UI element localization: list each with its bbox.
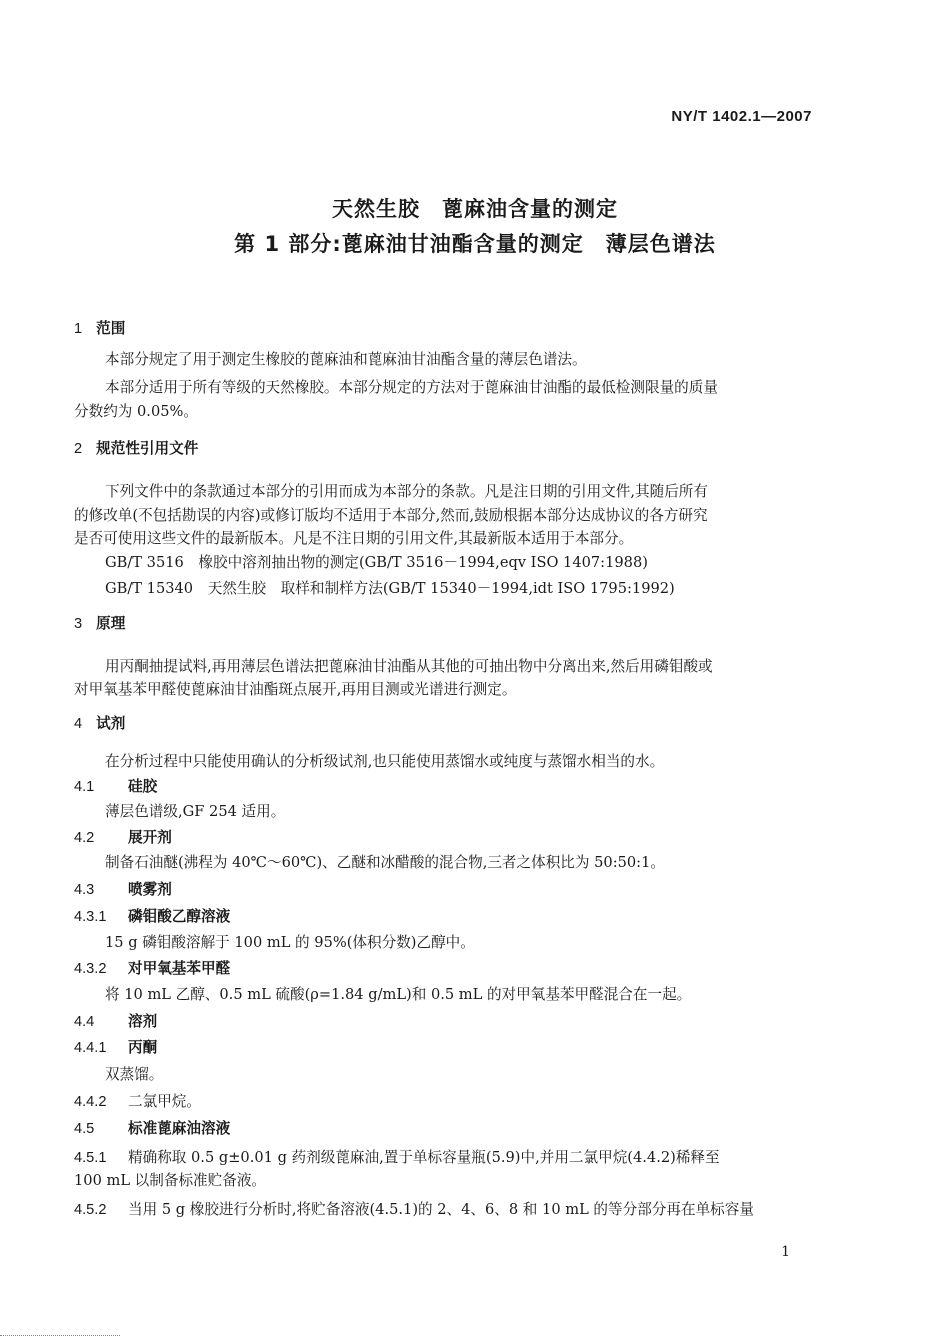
section-number: 4 [74, 716, 83, 732]
section-4-heading [74, 713, 125, 735]
document-title-main: 天然生胶 蓖麻油含量的测定 [332, 197, 618, 221]
paragraph: 在分析过程中只能使用确认的分析级试剂,也只能使用蒸馏水或纯度与蒸馏水相当的水。 [105, 753, 665, 770]
subsection-number: 4.5.2 [74, 1202, 107, 1218]
subsection-number: 4.3.1 [74, 909, 107, 925]
subsection-label: 磷钼酸乙醇溶液 [128, 908, 231, 925]
subsection-4-4-2 [74, 1091, 201, 1113]
reference-item: GB/T 3516 橡胶中溶剂抽出物的测定(GB/T 3516－1994,eqv ISO 1407:1988) [105, 554, 648, 571]
paragraph: 本部分适用于所有等级的天然橡胶。本部分规定的方法对于蓖麻油甘油酯的最低检测限量的质量 [105, 379, 718, 396]
subsection-4-3-2 [74, 958, 230, 980]
paragraph: 下列文件中的条款通过本部分的引用而成为本部分的条款。凡是注日期的引用文件,其随后所有 [105, 483, 708, 500]
subsection-label: 标准蓖麻油溶液 [128, 1120, 231, 1137]
subsection-4-1 [74, 776, 157, 798]
subsection-text: 当用 5 g 橡胶进行分析时,将贮备溶液(4.5.1)的 2、4、6、8 和 10 mL 的等分部分再在单标容量 [128, 1201, 754, 1218]
paragraph-continued: 100 mL 以制备标准贮备液。 [74, 1172, 267, 1189]
paragraph: 双蒸馏。 [105, 1066, 164, 1083]
section-label: 范围 [96, 320, 126, 337]
section-number: 2 [74, 441, 83, 457]
paragraph-continued: 对甲氧基苯甲醛使蓖麻油甘油酯斑点展开,再用目测或光谱进行测定。 [74, 681, 517, 698]
subsection-label: 硅胶 [128, 778, 158, 795]
subsection-number: 4.4.2 [74, 1094, 107, 1110]
subsection-label: 对甲氧基苯甲醛 [128, 960, 231, 977]
paragraph: 15 g 磷钼酸溶解于 100 mL 的 95%(体积分数)乙醇中。 [105, 934, 475, 951]
section-1-heading [74, 318, 125, 340]
section-2-heading [74, 438, 198, 460]
subsection-number: 4.2 [74, 830, 95, 846]
subsection-4-5 [74, 1118, 230, 1140]
paragraph: 薄层色谱级,GF 254 适用。 [105, 803, 286, 820]
section-label: 原理 [96, 615, 126, 632]
subsection-4-3-1 [74, 906, 230, 928]
subsection-4-3 [74, 879, 172, 901]
subsection-label: 喷雾剂 [128, 881, 172, 898]
subsection-4-5-1 [74, 1147, 720, 1169]
section-3-heading [74, 613, 125, 635]
paragraph-continued: 的修改单(不包括勘误的内容)或修订版均不适用于本部分,然而,鼓励根据本部分达成协议的各方研究 [74, 507, 708, 524]
subsection-label: 溶剂 [128, 1013, 158, 1030]
subsection-4-4 [74, 1011, 157, 1033]
subsection-4-5-2 [74, 1199, 754, 1221]
section-label: 规范性引用文件 [96, 440, 199, 457]
subsection-number: 4.4.1 [74, 1040, 107, 1056]
subsection-number: 4.4 [74, 1014, 95, 1030]
scan-artifact-line [0, 1335, 120, 1336]
document-title-sub: 第 1 部分:蓖麻油甘油酯含量的测定 薄层色谱法 [234, 232, 716, 256]
subsection-4-2 [74, 827, 172, 849]
paragraph: 制备石油醚(沸程为 40℃～60℃)、乙醚和冰醋酸的混合物,三者之体积比为 50:50:1。 [105, 854, 665, 871]
subsection-number: 4.3.2 [74, 961, 107, 977]
page-number: 1 [781, 1244, 790, 1260]
paragraph: 用丙酮抽提试料,再用薄层色谱法把蓖麻油甘油酯从其他的可抽出物中分离出来,然后用磷钼酸或 [105, 658, 713, 675]
paragraph-continued: 是否可使用这些文件的最新版本。凡是不注日期的引用文件,其最新版本适用于本部分。 [74, 530, 634, 547]
subsection-number: 4.5 [74, 1121, 95, 1137]
paragraph: 将 10 mL 乙醇、0.5 mL 硫酸(ρ=1.84 g/mL)和 0.5 mL 的对甲氧基苯甲醛混合在一起。 [105, 986, 692, 1003]
section-number: 3 [74, 616, 83, 632]
subsection-4-4-1 [74, 1037, 157, 1059]
subsection-number: 4.3 [74, 882, 95, 898]
section-label: 试剂 [96, 715, 126, 732]
subsection-label: 展开剂 [128, 829, 172, 846]
paragraph: 本部分规定了用于测定生橡胶的蓖麻油和蓖麻油甘油酯含量的薄层色谱法。 [105, 351, 587, 368]
subsection-text: 精确称取 0.5 g±0.01 g 药剂级蓖麻油,置于单标容量瓶(5.9)中,并用二氯甲烷(4.4.2)稀释至 [128, 1149, 720, 1166]
section-number: 1 [74, 321, 83, 337]
subsection-text: 二氯甲烷。 [128, 1093, 201, 1110]
subsection-number: 4.5.1 [74, 1150, 107, 1166]
subsection-label: 丙酮 [128, 1039, 158, 1056]
standard-code: NY/T 1402.1—2007 [671, 108, 812, 125]
subsection-number: 4.1 [74, 779, 95, 795]
paragraph-continued: 分数约为 0.05%。 [74, 403, 198, 420]
reference-item: GB/T 15340 天然生胶 取样和制样方法(GB/T 15340－1994,idt ISO 1795:1992) [105, 580, 675, 597]
